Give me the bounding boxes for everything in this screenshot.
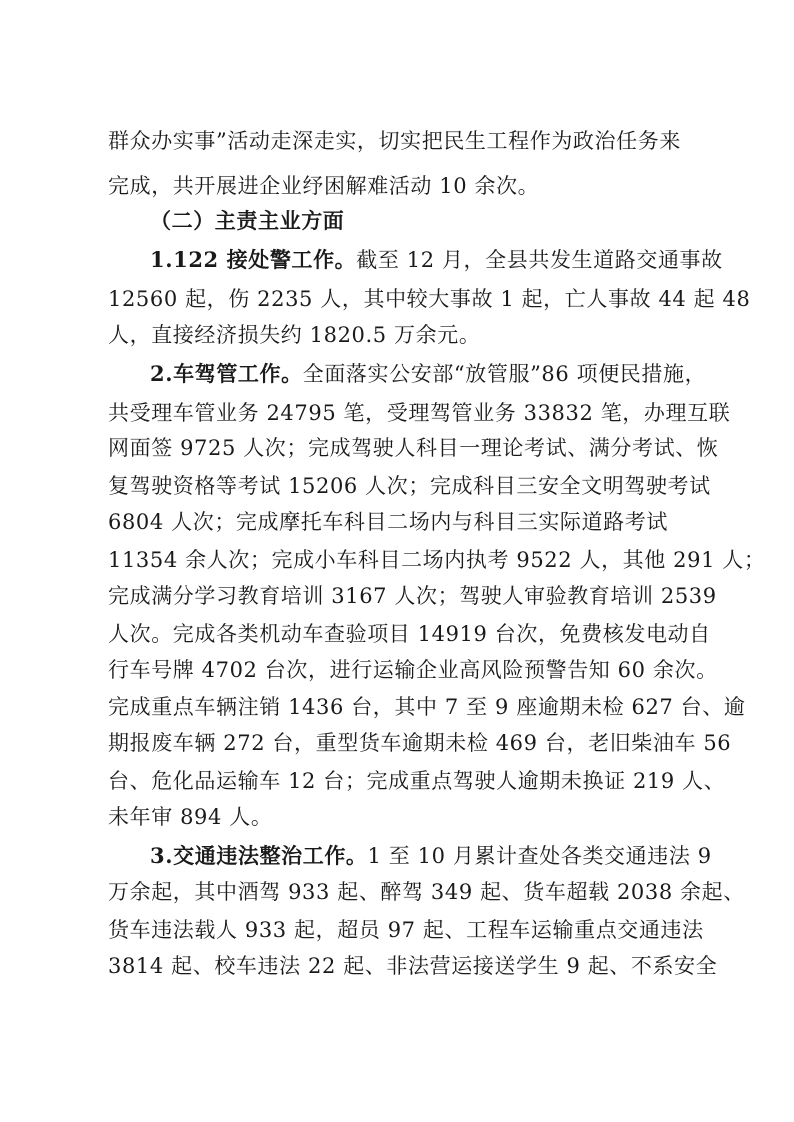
paragraph-line: 完成，共开展进企业纾困解难活动 10 余次。	[108, 174, 540, 198]
paragraph-line: 共受理车管业务 24795 笔，受理驾管业务 33832 笔，办理互联	[108, 401, 731, 425]
item-3-title: 3.交通违法整治工作。	[150, 843, 368, 868]
paragraph-line: 人次。完成各类机动车查验项目 14919 台次，免费核发电动自	[108, 622, 711, 646]
paragraph-line: 完成重点车辆注销 1436 台，其中 7 至 9 座逾期未检 627 台、逾	[108, 695, 746, 719]
item-2-title: 2.车驾管工作。	[150, 361, 303, 386]
paragraph-line: 行车号牌 4702 台次，进行运输企业高风险预警告知 60 余次。	[108, 658, 718, 682]
paragraph-line: 11354 余人次；完成小车科目二场内执考 9522 人，其他 291 人；	[108, 548, 766, 572]
paragraph-line: 复驾驶资格等考试 15206 人次；完成科目三安全文明驾驶考试	[108, 474, 711, 498]
paragraph-line: 期报废车辆 272 台，重型货车逾期未检 469 台，老旧柴油车 56	[108, 731, 732, 755]
paragraph-line: 12560 起，伤 2235 人，其中较大事故 1 起，亡人事故 44 起 48	[108, 287, 751, 311]
paragraph-line: 台、危化品运输车 12 台；完成重点驾驶人逾期未换证 219 人、	[108, 769, 726, 793]
item-3-text: 1 至 10 月累计查处各类交通违法 9	[367, 844, 712, 868]
paragraph-line: 完成满分学习教育培训 3167 人次；驾驶人审验教育培训 2539	[108, 584, 717, 608]
item-3-first-line	[150, 841, 712, 871]
paragraph-line: 6804 人次；完成摩托车科目二场内与科目三实际道路考试	[108, 510, 668, 534]
paragraph-line: 群众办实事”活动走深走实，切实把民生工程作为政治任务来	[108, 129, 681, 153]
paragraph-line: 货车违法载人 933 起，超员 97 起、工程车运输重点交通违法	[108, 918, 704, 942]
item-1-text: 截至 12 月，全县共发生道路交通事故	[356, 248, 723, 272]
item-2-text: 全面落实公安部“放管服”86 项便民措施，	[302, 362, 707, 386]
paragraph-line: 网面签 9725 人次；完成驾驶人科目一理论考试、满分考试、恢	[108, 436, 719, 460]
paragraph-line: 3814 起、校车违法 22 起、非法营运接送学生 9 起、不系安全	[108, 954, 718, 978]
paragraph-line: 未年审 894 人。	[108, 805, 273, 829]
section-heading: （二）主责主业方面	[150, 208, 345, 233]
item-1-title: 1.122 接处警工作。	[150, 247, 357, 272]
item-2-first-line	[150, 359, 707, 389]
paragraph-line: 万余起，其中酒驾 933 起、醉驾 349 起、货车超载 2038 余起、	[108, 880, 745, 904]
item-1-first-line	[150, 245, 723, 275]
paragraph-line: 人，直接经济损失约 1820.5 万余元。	[108, 323, 481, 347]
